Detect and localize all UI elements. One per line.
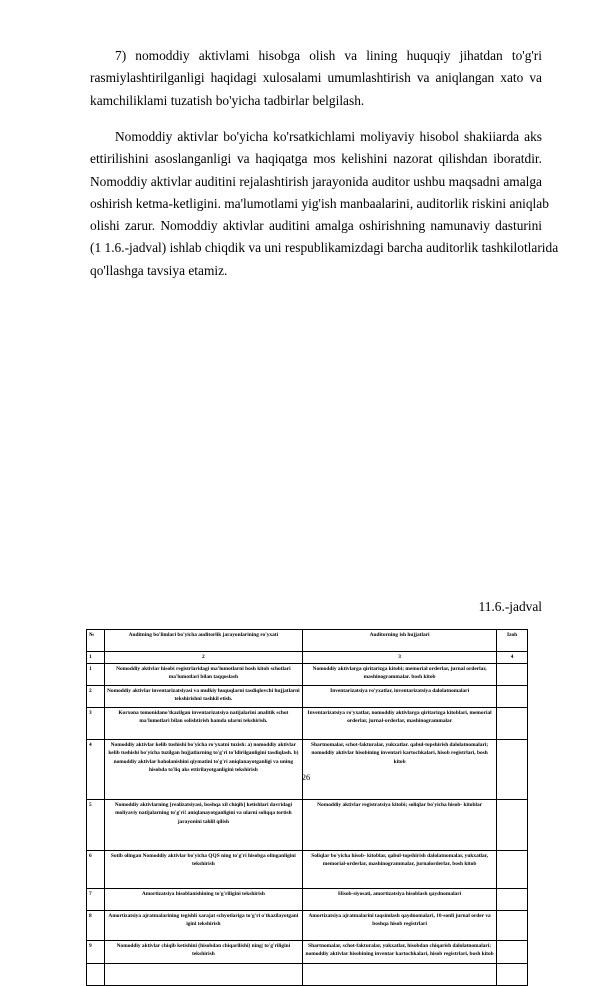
table-row [87,963,528,985]
table-cell [497,739,528,799]
table-cell: 7 [87,888,105,910]
table-cell: Shartnomalar, schot-fakturalar, yukxatlar. qabul-topshirish dalolatnomalari; nomoddiy aktivlar hisobining inventari kartochkalari, hisob registrlari, bosh kitob [303,739,497,799]
table-cell: № [87,630,105,652]
page-number: 26 [301,772,311,782]
table-cell [497,963,528,985]
table-number-row [87,652,528,664]
text-line: rasmiylashtirilganligi haqidagi xulosalami umumlashtirish va aniqlangan xato va [90,70,542,86]
table-cell: Izoh [497,630,528,652]
table-cell [497,799,528,850]
table-cell: Nomoddiy aktivlarga qiritarizga kitobi; memorial orderlar, jurnal orderlar, mashinogrammalar. bosh kitob [303,663,497,685]
text-line: (1 1.6.-jadval) ishlab chiqdik va uni respublikamizdagi barcha auditorlik tashkilotlarida [90,240,559,256]
table-cell: Sotib olingan Nomoddiy aktivlar bo'yicha QQS ning to'g'ri hisobga olinganligini tekshirish [104,850,302,888]
table-cell: Amortizatsiya ajratmalarining tegishli xarajat schyotlariga to'g'ri o'tkazilayotgani igini tekshirish [104,910,302,940]
table-cell: Nomoddiy aktivlar hisobi registrlaridagi ma'lumotlarni bosh kitob schotlari ma'lumotlari bilan taqqoslash [104,663,302,685]
table-cell [497,663,528,685]
table-row [87,799,528,850]
table-cell [497,707,528,739]
table-row [87,707,528,739]
audit-program-table [86,629,528,986]
table-cell: 3 [303,652,497,664]
table-row [87,739,528,799]
table-cell: 4 [87,739,105,799]
table-cell [104,963,302,985]
table-cell: 8 [87,910,105,940]
table-row [87,663,528,685]
table-cell: Shartnomalar, schot-fakturalar, yukxatlar, hisobdan chiqarish dalolatnomalari; nomoddiy aktivlar hisobining inventar kartochkalari, hisob registrlari, bosh kitob [303,940,497,963]
table-header-row [87,630,528,652]
table-cell: Nomoddiy aktivlar registratsiya kitobi; soliqlar bo'yicha hisob- kitoblar [303,799,497,850]
table-cell: Auditning bo'limlari bo'yicha auditorlik jarayonlarining ro'yxati [104,630,302,652]
text-line: qo'llashga tavsiya etamiz. [90,262,228,278]
text-line: Nomoddiy aktivlar bo'yicha ko'rsatkichlami moliyaviy hisobol shakiiarda aks [115,129,542,144]
table-cell [497,850,528,888]
table-cell: Nomoddiy aktivlar inventarizatsiyasi va mulkiy huquqlarni tasdiqlovchi hujjatlarni tekshirishni tashkil etish. [104,685,302,707]
table-row [87,850,528,888]
table-row [87,940,528,963]
table-row [87,910,528,940]
table-cell [497,888,528,910]
table-cell: 5 [87,799,105,850]
text-line: kamchiliklami tuzatish bo'yicha tadbirlar belgilash. [90,92,365,108]
table-cell [497,940,528,963]
table-cell: Inventarizatsiya ro'yxatlar, inventarizatsiya dalolatnomalari [303,685,497,707]
table-cell: Inventarizatsiya ro'yxatlar, nomoddiy aktivlarga qiritarizga kitoblari, memorial orderlar, jurnal-orderlar, mashinogrammalar [303,707,497,739]
table-cell: 9 [87,940,105,963]
table-row [87,685,528,707]
table-caption: 11.6.-jadval [478,599,542,614]
table-cell: Soliqlar bo'yicha hisob- kitoblar, qabul-topshirish dalolatnomalar, yukxatlar, memorial-orderlar, mashinogrammalar, jurnalorderlar, bosh kitob [303,850,497,888]
table-cell: Nomoddiy aktivlar chiqib ketishini (hisobdan chiqarilishi) ning| to'g'riligini tekshirish [104,940,302,963]
text-line: oshirish ketma-ketligini. ma'lumotlami yig'ish manbaalarini, auditorlik riskini aniqlab [90,195,549,211]
table-cell [303,963,497,985]
paragraph-2 [90,126,559,282]
table-cell: Hisob-siyosati, amortizatsiya hisoblash qaydnomalari [303,888,497,910]
table-cell: Korxona tomonidano'tkazilgan inventarizatsiya natijalarini analitik schot ma'lumotlari bilan solishtirish hamda ularni tekshirish. [104,707,302,739]
table-cell: Nomoddiy aktivlarning [realizatsiyasi, boshqa xil chiqib] ketishlari davridagi moliyaviy natijalarning to'g'ri! aniqlanayotganligini va ularni soliqqa tortish jarayonini tahlil qilish [104,799,302,850]
table-cell: 3 [87,707,105,739]
table-cell: 1 [87,663,105,685]
table-body [87,630,528,986]
table-cell: 2 [104,652,302,664]
text-line: olishi zarur. Nomoddiy aktivlar auditini amalga oshirishning namunaviy dasturini [90,218,542,234]
table-cell: 1 [87,652,105,664]
paragraph-1 [90,45,542,112]
table-cell: Amortizatsiya ajratmalarini taqsimlash qaydnomalari, 10-sonli jurnal order va boshqa hisob registrlari [303,910,497,940]
table-row [87,888,528,910]
text-line: Nomoddiy aktivlar auditini rejalashtirish jarayonida auditor ushbu maqsadni amalga [90,173,542,189]
table-cell: 4 [497,652,528,664]
table-cell: Auditorning ish hujjatlari [303,630,497,652]
table-cell [497,685,528,707]
table-cell: Amortizatsiya hisoblanishining to'g'riligini tekshirish [104,888,302,910]
table-cell: 2 [87,685,105,707]
text-line: 7) nomoddiy aktivlami hisobga olish va lining huquqiy jihatdan to'g'ri [115,48,542,63]
table-cell: Nomoddiy aktivlar kelib tushishi bo'yicha ro'yxatni tuzish: a) nomoddiy aktivlar kelib tushishi bo'yicha tuzilgan hujjatlarning to'g'ri to'ldirilganligini tasdiqlash. b) nomoddiy aktivlar baholanishini qiymatini to'g'ri aniqlanayotganligi va uning hisobda to'liq aks ettirilayotganligini tekshirish [104,739,302,799]
table-cell [87,963,105,985]
text-line: ettirilishini asoslanganligi va haqiqatga mos kelishini nazorat qilishdan iboratdir. [90,151,542,167]
table-cell [497,910,528,940]
table-cell: 6 [87,850,105,888]
